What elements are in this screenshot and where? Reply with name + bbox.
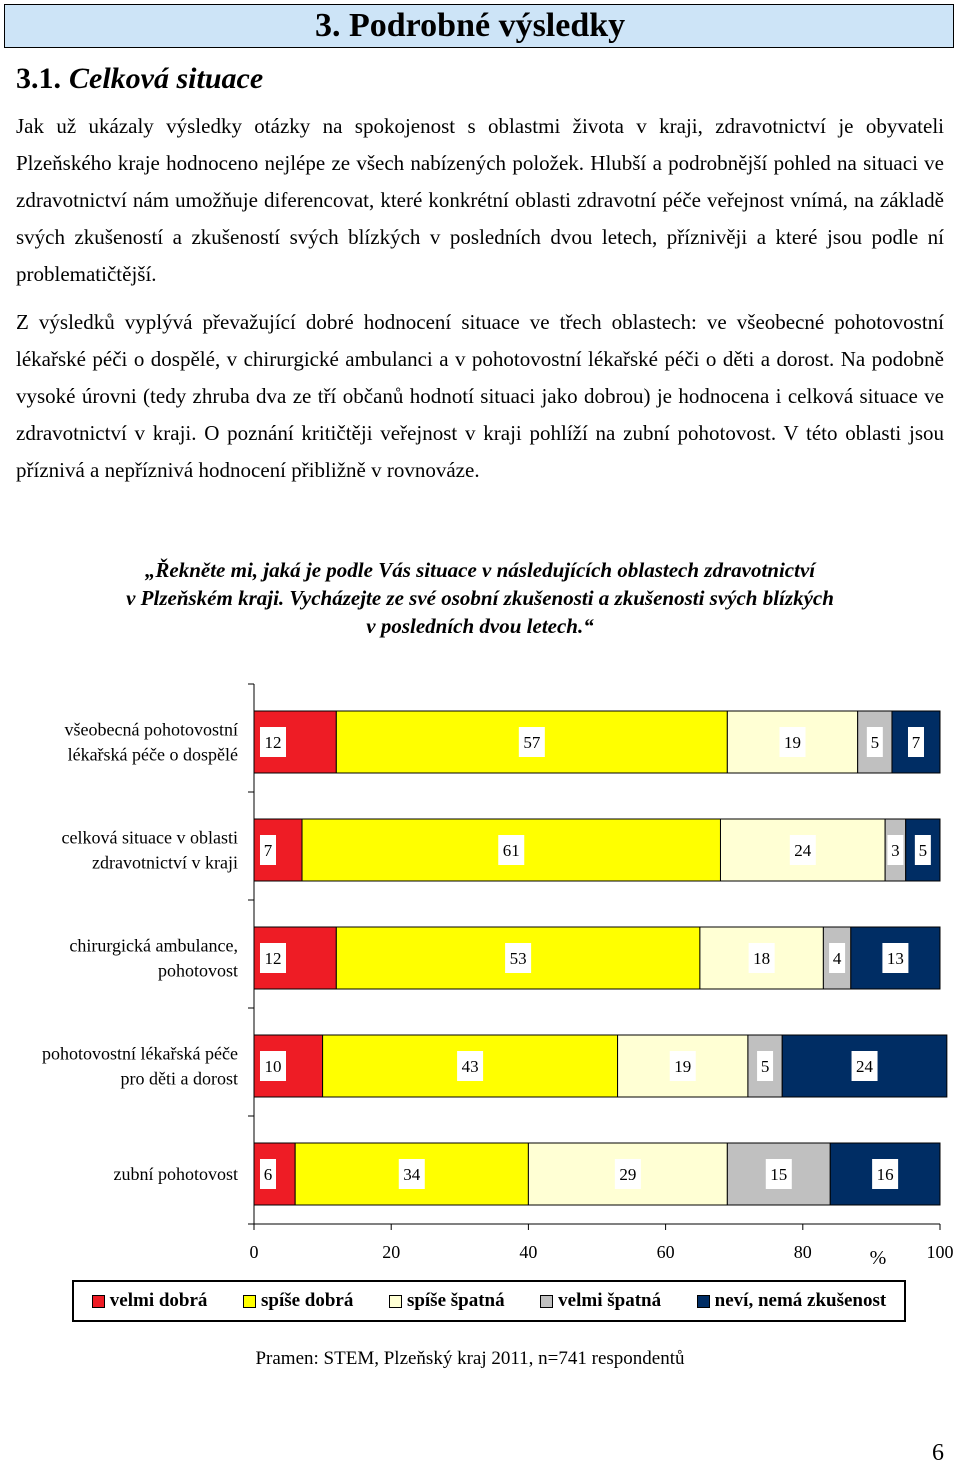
data-label: 12 (264, 949, 282, 968)
data-label: 3 (891, 841, 900, 860)
legend-label: velmi dobrá (109, 1290, 208, 1311)
x-tick-label: 100 (926, 1242, 954, 1262)
category-label: chirurgická ambulance, (69, 935, 238, 956)
legend-swatch (389, 1295, 402, 1308)
page-number: 6 (932, 1440, 944, 1466)
data-label: 19 (784, 733, 802, 752)
data-label: 57 (523, 733, 541, 752)
data-label: 16 (876, 1165, 894, 1184)
question-line-2: v Plzeňském kraji. Vycházejte ze své osobní zkušenosti a zkušenosti svých blízkých (126, 586, 834, 610)
chapter-title: 3. Podrobné výsledky (315, 7, 626, 44)
section-heading (16, 62, 263, 96)
chapter-header (4, 4, 954, 48)
category-label: lékařská péče o dospělé (67, 744, 238, 765)
data-label: 43 (461, 1057, 479, 1076)
survey-question (16, 556, 944, 640)
legend-item (243, 1290, 353, 1312)
data-label: 29 (619, 1165, 637, 1184)
legend-swatch (540, 1295, 553, 1308)
data-label: 5 (918, 841, 928, 860)
source-text: Pramen: STEM, Plzeňský kraj 2011, n=741 respondentů (255, 1348, 685, 1369)
data-label: 7 (911, 733, 921, 752)
legend-item (540, 1290, 661, 1312)
data-label: 53 (509, 949, 527, 968)
paragraph-1: Jak už ukázaly výsledky otázky na spokojenost s oblastmi života v kraji, zdravotnictví je obyvateli Plzeňského kraje hodnoceno nejlépe ze všech nabízených položek. Hlubší a podrobnější pohled na situaci ve zdravotnictví nám umožňuje diferencovat, které konkrétní oblasti zdravotní péče veřejnost vnímá, na základě svých zkušeností a zkušeností svých blízkých v posledních dvou letech, příznivěji a které jsou podle ní problematičtější. (16, 114, 944, 286)
data-label: 5 (870, 733, 880, 752)
stacked-bar-chart (0, 670, 960, 1280)
legend-label: velmi špatná (558, 1290, 662, 1311)
legend-label: neví, nemá zkušenost (714, 1290, 887, 1311)
section-name: Celková situace (69, 62, 264, 95)
data-label: 19 (674, 1057, 692, 1076)
legend-label: spíše špatná (406, 1290, 505, 1311)
x-tick-label: 40 (519, 1242, 538, 1262)
source-note (0, 1348, 960, 1370)
data-label: 61 (502, 841, 520, 860)
category-label: pohotovost (157, 960, 238, 981)
legend-item (389, 1290, 505, 1312)
x-tick-label: 60 (656, 1242, 675, 1262)
data-label: 18 (753, 949, 771, 968)
data-label: 12 (264, 733, 282, 752)
data-label: 7 (263, 841, 273, 860)
data-label: 6 (263, 1165, 273, 1184)
legend-label: spíše dobrá (260, 1290, 354, 1311)
data-label: 15 (770, 1165, 788, 1184)
x-tick-label: 0 (249, 1242, 259, 1262)
legend-swatch (697, 1295, 710, 1308)
data-label: 10 (264, 1057, 282, 1076)
category-label: všeobecná pohotovostní (64, 719, 238, 740)
question-line-3: v posledních dvou letech.“ (366, 614, 594, 638)
legend-item (697, 1290, 887, 1312)
data-label: 13 (886, 949, 904, 968)
question-line-1: „Řekněte mi, jaká je podle Vás situace v následujících oblastech zdravotnictví (144, 558, 816, 582)
legend-swatch (243, 1295, 256, 1308)
data-label: 34 (403, 1165, 421, 1184)
category-label: pro děti a dorost (120, 1068, 238, 1089)
data-label: 4 (832, 949, 842, 968)
data-label: 24 (794, 841, 812, 860)
data-label: 5 (760, 1057, 770, 1076)
legend-item (92, 1290, 208, 1312)
legend-swatch (92, 1295, 105, 1308)
category-label: pohotovostní lékařská péče (42, 1043, 238, 1064)
data-label: 24 (856, 1057, 874, 1076)
x-axis-unit-label: % (869, 1247, 887, 1269)
category-label: celková situace v oblasti (61, 827, 238, 848)
paragraph-2: Z výsledků vyplývá převažující dobré hodnocení situace ve třech oblastech: ve všeobecné pohotovostní lékařské péči o dospělé, v chirurgické ambulanci a v pohotovostní lékařské péči o děti a dorost. Na podobně vysoké úrovni (tedy zhruba dva ze tří občanů hodnotí situaci jako dobrou) je hodnocena i celková situace ve zdravotnictví v kraji. O poznání kritičtěji veřejnost v kraji pohlíží na zubní pohotovost. V této oblasti jsou příznivá a nepříznivá hodnocení přibližně v rovnováze. (16, 310, 944, 482)
section-number: 3.1. (16, 62, 61, 95)
chart-legend (72, 1280, 906, 1322)
category-label: zdravotnictví v kraji (92, 852, 238, 873)
category-label: zubní pohotovost (113, 1164, 238, 1184)
x-tick-label: 80 (793, 1242, 812, 1262)
x-tick-label: 20 (382, 1242, 401, 1262)
